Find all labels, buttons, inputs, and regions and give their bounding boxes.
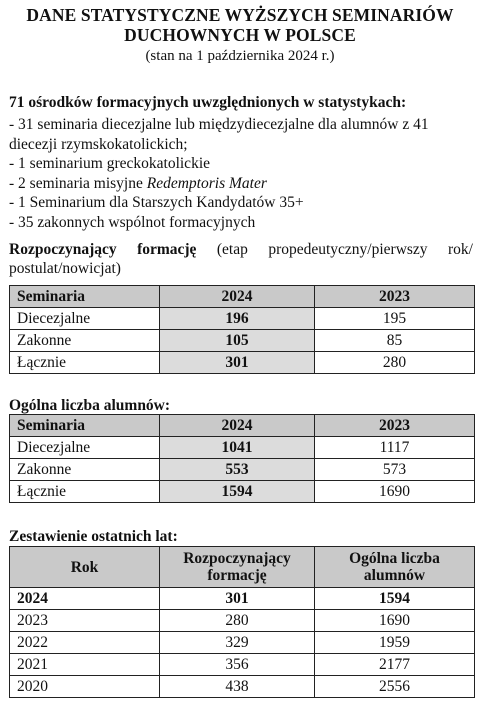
table-cell: Diecezjalne [10, 308, 160, 330]
table-cell: 280 [160, 610, 315, 632]
table-row [10, 654, 475, 676]
table-cell: 196 [160, 308, 315, 330]
column-header: Rozpoczynający formację [160, 547, 315, 588]
table-row [10, 481, 475, 503]
table-row [10, 437, 475, 459]
recent-years-table [9, 546, 475, 698]
table-cell: 301 [160, 588, 315, 610]
table-row [10, 610, 475, 632]
table-cell: 1959 [315, 632, 475, 654]
table-cell: Zakonne [10, 330, 160, 352]
table-cell: 329 [160, 632, 315, 654]
table-cell: 1594 [160, 481, 315, 503]
table-cell: 1594 [315, 588, 475, 610]
document-title-line-1: DANE STATYSTYCZNE WYŻSZYCH SEMINARIÓW [26, 5, 454, 25]
column-header: 2023 [315, 286, 475, 308]
table-cell: 356 [160, 654, 315, 676]
new-candidates-table [9, 285, 475, 374]
table-cell: 195 [315, 308, 475, 330]
total-students-table [9, 414, 475, 503]
table-cell: 2021 [10, 654, 160, 676]
table-cell: 2023 [10, 610, 160, 632]
summary-list [9, 115, 474, 232]
summary-item: - 1 Seminarium dla Starszych Kandydatów 35+ [9, 194, 304, 211]
table-cell: 2177 [315, 654, 475, 676]
section1-heading-bold: Rozpoczynający formację [9, 241, 197, 258]
table-cell: Zakonne [10, 459, 160, 481]
table-cell: 280 [315, 352, 475, 374]
column-header: Seminaria [10, 415, 160, 437]
column-header: Ogólna liczba alumnów [315, 547, 475, 588]
table-header-row [10, 547, 475, 588]
table-cell: Diecezjalne [10, 437, 160, 459]
table-cell: 1690 [315, 610, 475, 632]
table-row [10, 588, 475, 610]
table-header-row [10, 286, 475, 308]
column-header: Rok [10, 547, 160, 588]
table-cell: 105 [160, 330, 315, 352]
column-header: 2024 [160, 286, 315, 308]
table-cell: 85 [315, 330, 475, 352]
table-cell: 2020 [10, 676, 160, 698]
column-header: 2024 [160, 415, 315, 437]
table-cell: 1041 [160, 437, 315, 459]
table-row [10, 352, 475, 374]
section3-heading [9, 527, 473, 546]
table-cell: 2556 [315, 676, 475, 698]
summary-item-italic: Redemptoris Mater [146, 174, 267, 192]
table-cell: Łącznie [10, 481, 160, 503]
summary-item: - 35 zakonnych wspólnot formacyjnych [9, 213, 256, 231]
section1-heading-rest: (etap propedeutyczny/pierwszy rok/ postulat/nowicjat) [9, 241, 473, 277]
table-cell: 1690 [315, 481, 475, 503]
table-row [10, 308, 475, 330]
document-subtitle: (stan na 1 października 2024 r.) [145, 48, 335, 64]
table-row [10, 676, 475, 698]
table-cell: 2022 [10, 632, 160, 654]
summary-item: - 1 seminarium greckokatolickie [9, 155, 211, 172]
table-cell: 553 [160, 459, 315, 481]
table-row [10, 459, 475, 481]
section1-heading [9, 240, 473, 278]
column-header: Seminaria [10, 286, 160, 308]
section2-heading [9, 396, 473, 415]
table-cell: 573 [315, 459, 475, 481]
section2-heading-text: Ogólna liczba alumnów: [9, 397, 171, 414]
table-row [10, 330, 475, 352]
summary-item: - 31 seminaria diecezjalne lub międzydiecezjalne dla alumnów z 41 diecezji rzymskokatolickich; [9, 116, 429, 153]
document-title-line-2: DUCHOWNYCH W POLSCE [124, 25, 356, 45]
table-cell: 1117 [315, 437, 475, 459]
summary-item-text: - 2 seminaria misyjne [9, 174, 147, 192]
table-row [10, 632, 475, 654]
table-cell: 438 [160, 676, 315, 698]
table-header-row [10, 415, 475, 437]
table-cell: 2024 [10, 588, 160, 610]
column-header: 2023 [315, 415, 475, 437]
summary-item [9, 174, 474, 194]
table-cell: 301 [160, 352, 315, 374]
summary-heading: 71 ośrodków formacyjnych uwzględnionych w statystykach: [9, 94, 407, 111]
table-cell: Łącznie [10, 352, 160, 374]
section3-heading-text: Zestawienie ostatnich lat: [9, 528, 178, 545]
